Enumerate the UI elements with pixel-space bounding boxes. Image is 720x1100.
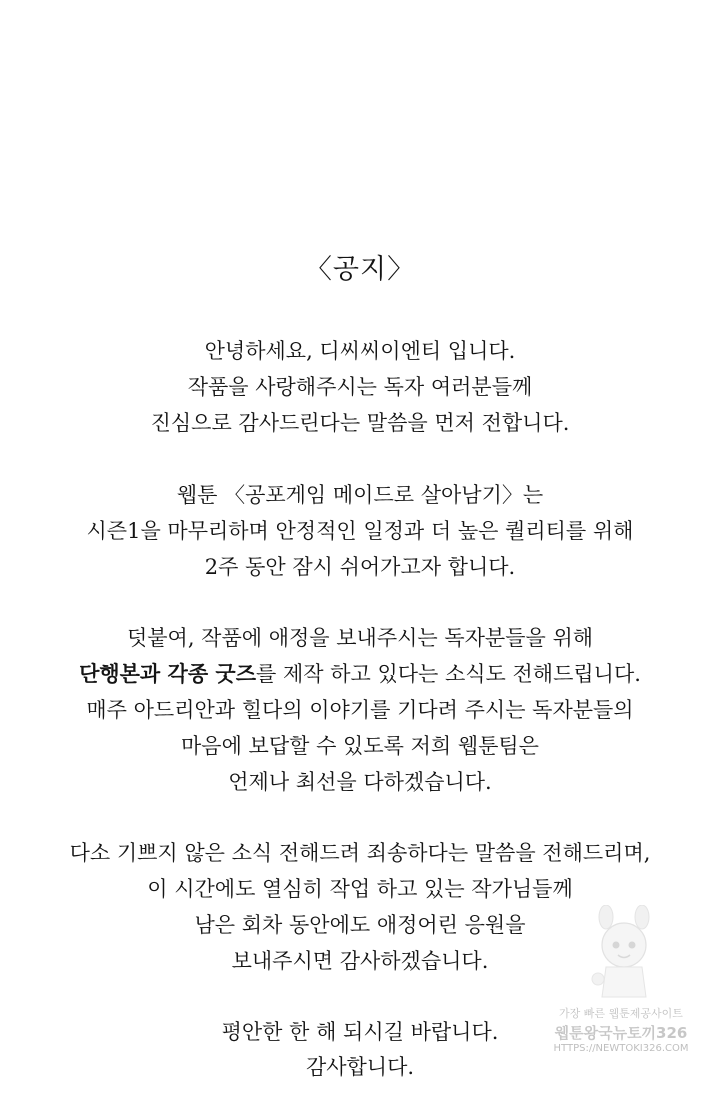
watermark-site-name: 웹툰왕국뉴토끼326 xyxy=(554,1024,688,1042)
watermark xyxy=(546,905,696,1065)
notice-line: 평안한 한 해 되시길 바랍니다. xyxy=(221,1020,499,1044)
notice-line: 언제나 최선을 다하겠습니다. xyxy=(228,770,492,794)
notice-line: 웹툰 〈공포게임 메이드로 살아남기〉는 xyxy=(176,483,544,507)
notice-line: 매주 아드리안과 힐다의 이야기를 기다려 주시는 독자분들의 xyxy=(86,698,634,722)
notice-line: 시즌1을 마무리하며 안정적인 일정과 더 높은 퀄리티를 위해 xyxy=(86,519,634,543)
notice-line: 이 시간에도 열심히 작업 하고 있는 작가님들께 xyxy=(147,877,573,901)
mascot-watermark-icon xyxy=(584,905,664,1005)
notice-line: 다소 기쁘지 않은 소식 전해드려 죄송하다는 말씀을 전해드리며, xyxy=(69,841,651,865)
notice-line: 덧붙여, 작품에 애정을 보내주시는 독자분들을 위해 xyxy=(126,626,594,650)
notice-line: 남은 회차 동안에도 애정어린 응원을 xyxy=(194,913,526,937)
notice-title: 〈공지〉 xyxy=(304,254,416,285)
notice-line: 감사합니다. xyxy=(305,1055,415,1079)
notice-line: 진심으로 감사드린다는 말씀을 먼저 전합니다. xyxy=(150,411,570,435)
notice-line: 2주 동안 잠시 쉬어가고자 합니다. xyxy=(204,555,516,579)
notice-line: 안녕하세요, 디씨씨이엔티 입니다. xyxy=(204,339,516,363)
watermark-url: HTTPS://NEWTOKI326.COM xyxy=(553,1043,689,1054)
emphasis-text: 단행본과 각종 굿즈 xyxy=(79,661,256,686)
notice-line: 작품을 사랑해주시는 독자 여러분들께 xyxy=(187,375,533,399)
notice-line: 보내주시면 감사하겠습니다. xyxy=(231,949,489,973)
notice-line-emphasis xyxy=(0,659,720,689)
notice-line-rest: 를 제작 하고 있다는 소식도 전해드립니다. xyxy=(256,662,641,686)
watermark-tagline: 가장 빠른 웹툰제공사이트 xyxy=(559,1007,683,1020)
notice-line: 마음에 보답할 수 있도록 저희 웹툰팀은 xyxy=(181,734,539,758)
